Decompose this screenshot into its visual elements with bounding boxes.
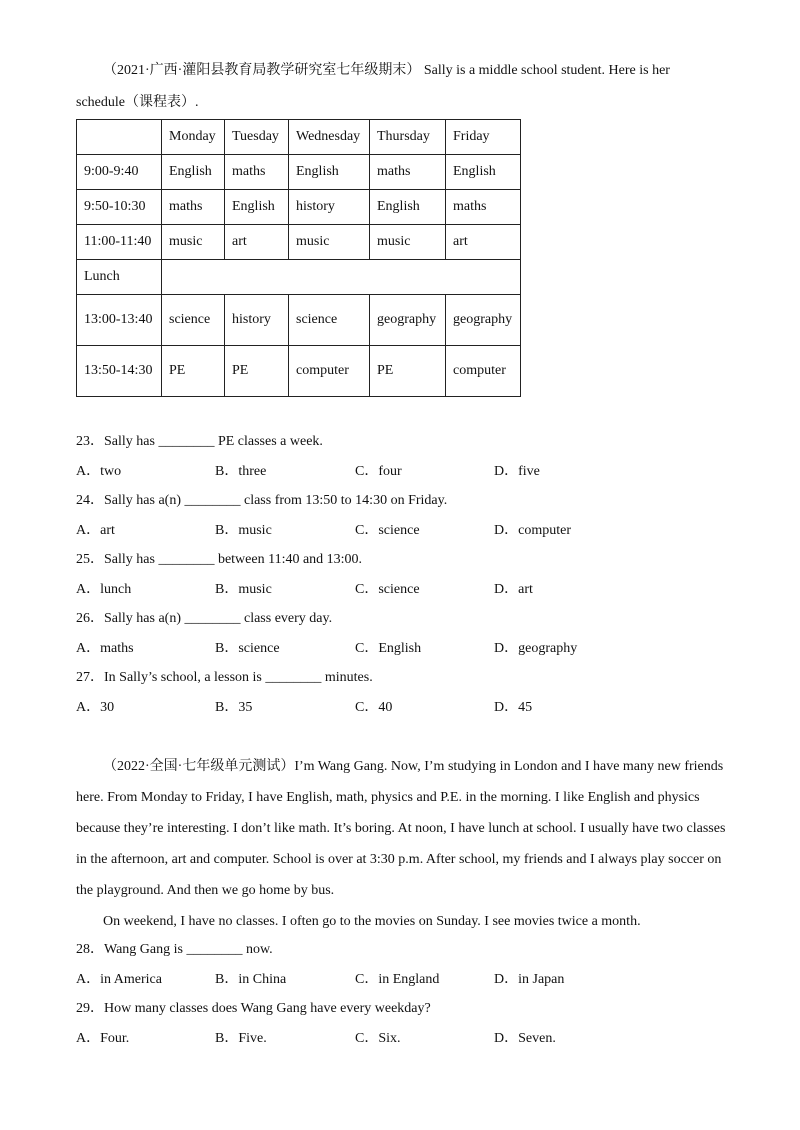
table-header-cell: Tuesday (225, 120, 289, 155)
passage2 (76, 751, 726, 906)
table-row-lunch (77, 260, 521, 295)
question-23-stem: 23．Sally has ________ PE classes a week. (76, 434, 323, 449)
option-d: D．computer (494, 523, 571, 538)
table-cell: English (289, 155, 370, 190)
table-row (77, 225, 521, 260)
table-cell: history (289, 190, 370, 225)
question-28-options (76, 970, 676, 990)
question-24-options (76, 521, 676, 541)
table-cell: PE (162, 346, 225, 397)
table-cell: science (162, 295, 225, 346)
question-26-options (76, 639, 676, 659)
table-cell: maths (370, 155, 446, 190)
table-cell: 13:50-14:30 (77, 346, 162, 397)
option-b: B．music (215, 523, 272, 538)
option-b: B．music (215, 582, 272, 597)
question-27-stem: 27．In Sally’s school, a lesson is ________ minutes. (76, 670, 373, 685)
table-cell: maths (446, 190, 521, 225)
option-c: C．science (355, 582, 420, 597)
option-a: A．30 (76, 700, 115, 715)
table-row (77, 190, 521, 225)
table-header-cell: Wednesday (289, 120, 370, 155)
table-header-cell: Monday (162, 120, 225, 155)
table-cell: 9:00-9:40 (77, 155, 162, 190)
schedule-table (76, 119, 521, 397)
option-a: A．two (76, 464, 122, 479)
option-c: C．Six. (355, 1031, 401, 1046)
table-header-cell: Thursday (370, 120, 446, 155)
option-a: A．in America (76, 972, 162, 987)
table-cell: music (289, 225, 370, 260)
passage2-paragraph1 (76, 751, 726, 906)
table-cell: 11:00-11:40 (77, 225, 162, 260)
table-cell: English (225, 190, 289, 225)
option-d: D．in Japan (494, 972, 565, 987)
option-b: B．35 (215, 700, 253, 715)
table-cell: geography (370, 295, 446, 346)
option-d: D．45 (494, 700, 533, 715)
question-27-options (76, 698, 676, 718)
option-c: C．four (355, 464, 402, 479)
table-cell: geography (446, 295, 521, 346)
option-d: D．art (494, 582, 533, 597)
option-c: C．in England (355, 972, 440, 987)
option-c: C．English (355, 641, 422, 656)
passage2-paragraph1-text: I’m Wang Gang. Now, I’m studying in London and I have many new friends here. From Monday to Friday, I have English, math, physics and P.E. in the morning. I like English and physics because they’re interesting. I don’t like math. It’s boring. At noon, I have lunch at school. I usually have two classes in the afternoon, art and computer. School is over at 3:30 p.m. After school, my friends and I always play soccer on the playground. And then we go home by bus. (76, 759, 726, 898)
table-row (77, 155, 521, 190)
table-cell: art (446, 225, 521, 260)
question-29-stem: 29．How many classes does Wang Gang have every weekday? (76, 1001, 431, 1016)
table-header-cell (77, 120, 162, 155)
question-26-stem: 26．Sally has a(n) ________ class every day. (76, 611, 333, 626)
table-header-cell: Friday (446, 120, 521, 155)
passage2-paragraph2: On weekend, I have no classes. I often go to the movies on Sunday. I see movies twice a month. (103, 914, 641, 929)
option-c: C．40 (355, 700, 393, 715)
option-b: B．Five. (215, 1031, 267, 1046)
table-cell: music (370, 225, 446, 260)
table-cell: English (446, 155, 521, 190)
option-a: A．lunch (76, 582, 132, 597)
table-cell: science (289, 295, 370, 346)
question-28-stem: 28．Wang Gang is ________ now. (76, 942, 273, 957)
table-cell: maths (162, 190, 225, 225)
table-cell: Lunch (77, 260, 162, 295)
table-row (77, 346, 521, 397)
option-d: D．geography (494, 641, 578, 656)
table-cell: PE (370, 346, 446, 397)
option-b: B．three (215, 464, 267, 479)
passage2-source: （2022·全国·七年级单元测试） (103, 759, 295, 774)
table-cell: English (162, 155, 225, 190)
table-row (77, 295, 521, 346)
option-b: B．in China (215, 972, 287, 987)
table-cell: 13:00-13:40 (77, 295, 162, 346)
option-a: A．maths (76, 641, 134, 656)
table-cell: 9:50-10:30 (77, 190, 162, 225)
table-cell: computer (289, 346, 370, 397)
question-25-stem: 25．Sally has ________ between 11:40 and 13:00. (76, 552, 363, 567)
option-c: C．science (355, 523, 420, 538)
table-cell: maths (225, 155, 289, 190)
table-cell-lunch-blank (162, 260, 521, 295)
option-d: D．Seven. (494, 1031, 556, 1046)
table-cell: art (225, 225, 289, 260)
table-cell: PE (225, 346, 289, 397)
question-23-options (76, 462, 676, 482)
option-b: B．science (215, 641, 280, 656)
passage1-intro-line2: schedule（课程表）. (76, 95, 199, 110)
question-24-stem: 24．Sally has a(n) ________ class from 13:50 to 14:30 on Friday. (76, 493, 448, 508)
table-cell: English (370, 190, 446, 225)
option-d: D．five (494, 464, 540, 479)
passage1-intro-text: Sally is a middle school student. Here is her (420, 63, 670, 78)
option-a: A．art (76, 523, 115, 538)
question-25-options (76, 580, 676, 600)
passage1-intro-line1 (103, 61, 670, 81)
table-cell: music (162, 225, 225, 260)
schedule-header-row (77, 120, 521, 155)
table-cell: computer (446, 346, 521, 397)
question-29-options (76, 1029, 676, 1049)
passage1-source: （2021·广西·灌阳县教育局教学研究室七年级期末） (103, 63, 421, 78)
table-cell: history (225, 295, 289, 346)
option-a: A．Four. (76, 1031, 130, 1046)
